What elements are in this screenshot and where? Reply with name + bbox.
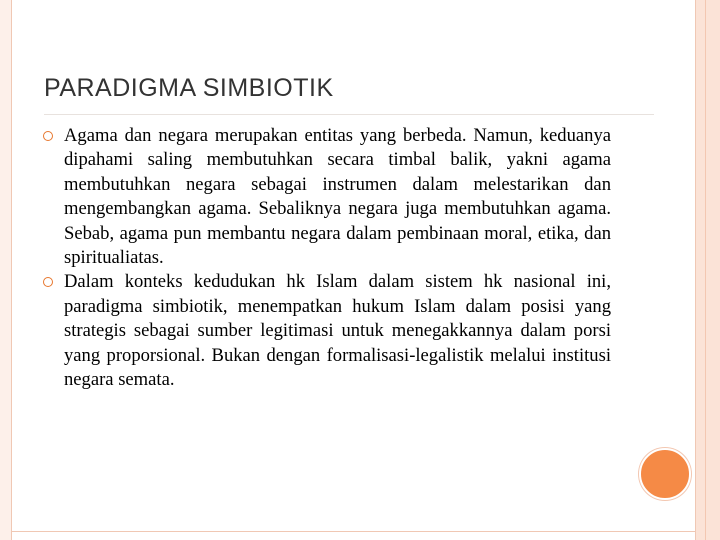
circle-bullet-icon [43, 131, 53, 141]
bullet-text: Dalam konteks kedudukan hk Islam dalam sistem hk nasional ini, paradigma simbiotik, menempatkan hukum Islam dalam posisi yang strategis sebagai sumber legitimasi untuk menegakkannya dalam porsi yang proporsional. Bukan dengan formalisasi-legalistik melalui institusi negara semata. [64, 271, 611, 391]
slide-title: PARADIGMA SIMBIOTIK [44, 74, 334, 102]
right-decor-stripe [696, 0, 720, 540]
bullet-text: Agama dan negara merupakan entitas yang berbeda. Namun, keduanya dipahami saling membutuhkan secara timbal balik, yakni agama membutuhkan negara sebagai instrumen dalam melestarikan dan mengembangkan agama. Sebaliknya negara juga membutuhkan agama. Sebab, agama pun membantu negara dalam pembinaan moral, etika, dan spiritualiatas. [64, 125, 611, 269]
circle-bullet-icon [43, 277, 53, 287]
right-decor-line [705, 0, 706, 540]
slide-frame-bottom [11, 531, 696, 532]
slide-content [43, 124, 611, 392]
decorative-circle-icon [639, 448, 691, 500]
bullet-item [43, 270, 611, 392]
bullet-item [43, 124, 611, 270]
title-underline [44, 114, 654, 115]
left-decor-stripe [0, 0, 11, 540]
